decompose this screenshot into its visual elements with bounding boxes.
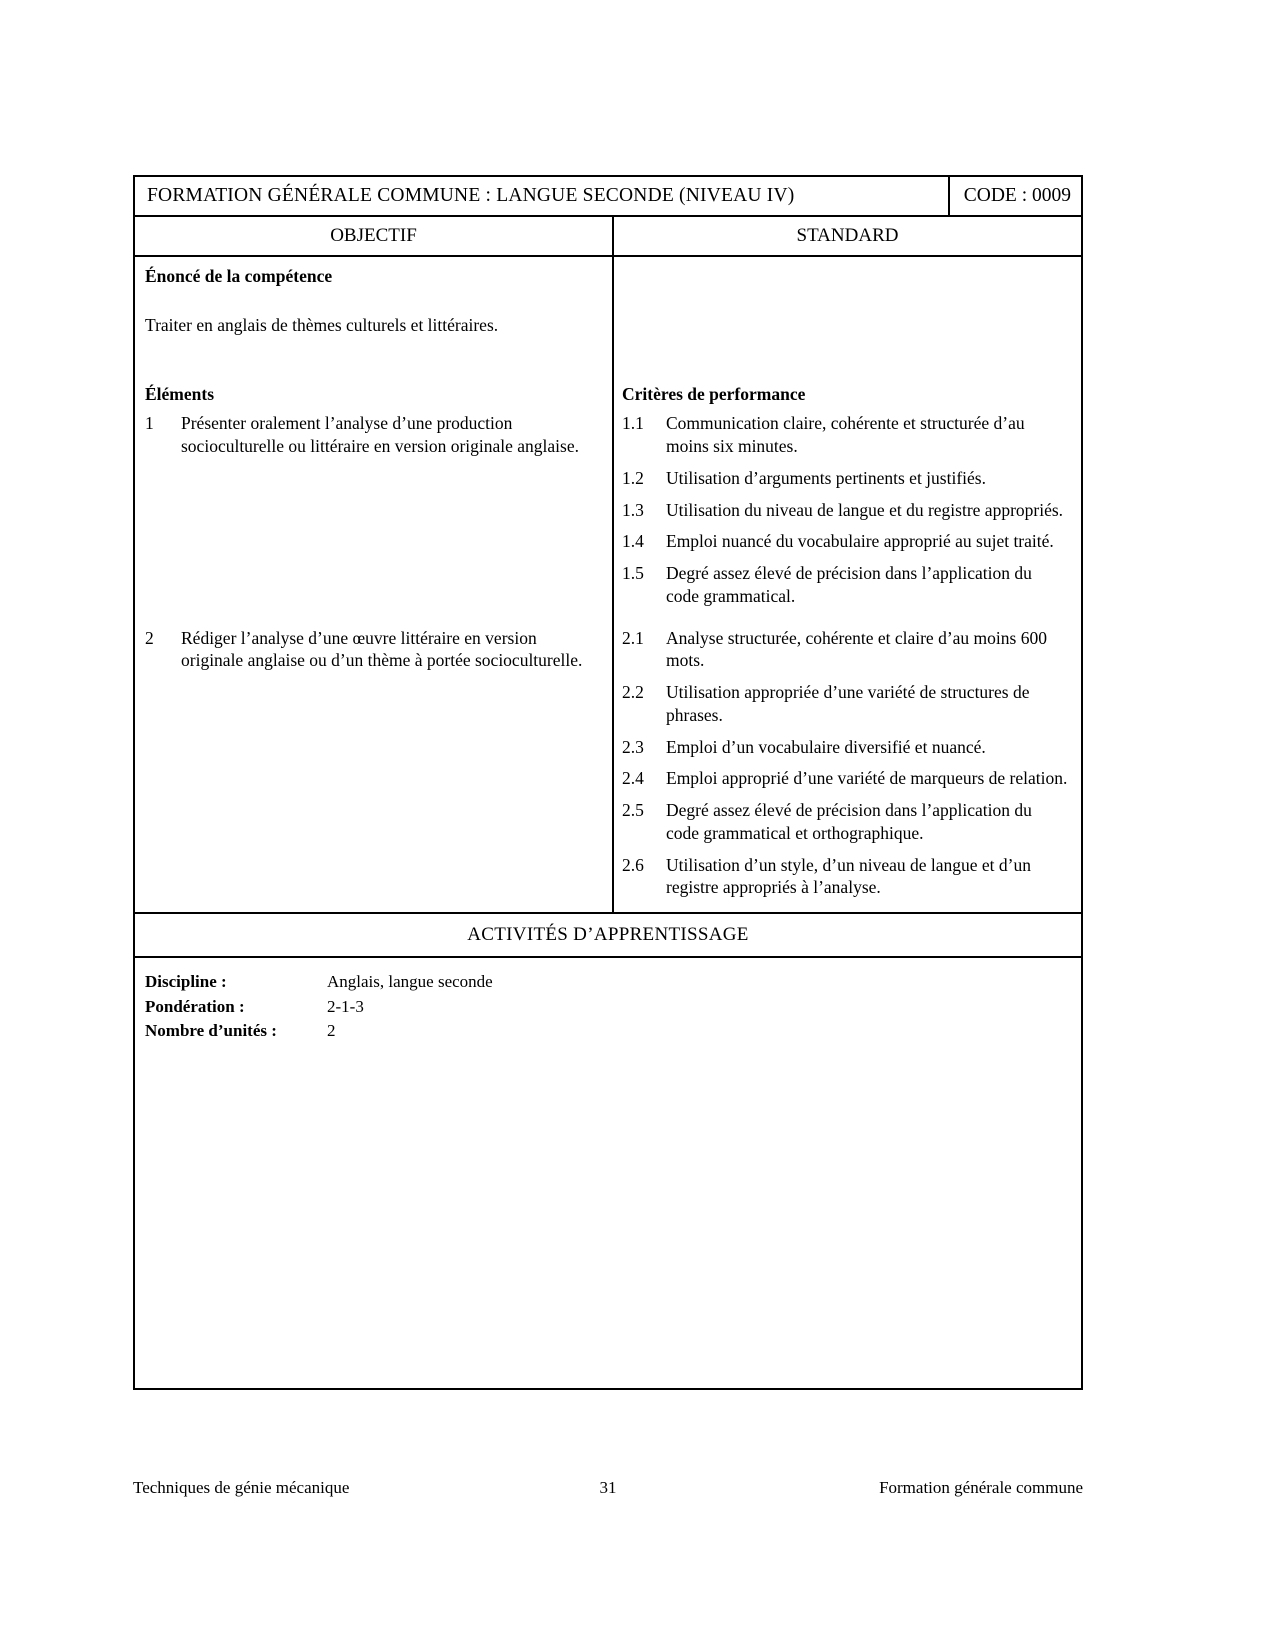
criterion-number: 1.4 xyxy=(622,531,644,552)
criterion-number: 2.2 xyxy=(622,682,644,702)
criterion-text: Emploi d’un vocabulaire diversifié et nuancé. xyxy=(666,736,986,757)
criterion-number: 2.4 xyxy=(622,768,644,789)
table-body xyxy=(135,257,1081,912)
ponderation-value: 2-1-3 xyxy=(327,996,364,1016)
element-number: 1 xyxy=(145,413,154,434)
criterion-item xyxy=(622,412,1069,458)
enonce-heading: Énoncé de la compétence xyxy=(145,266,333,286)
footer-program: Techniques de génie mécanique xyxy=(133,1478,350,1497)
elements-cell-2 xyxy=(135,621,614,913)
column-header-standard: STANDARD xyxy=(796,225,899,246)
element-number: 2 xyxy=(145,627,154,648)
details-section xyxy=(135,958,1081,1388)
unites-value: 2 xyxy=(327,1021,336,1041)
elements-cell-1 xyxy=(135,377,614,621)
column-header-objectif: OBJECTIF xyxy=(135,217,614,255)
criterion-text: Emploi approprié d’une variété de marqueurs de relation. xyxy=(666,768,1068,789)
column-header-row xyxy=(135,217,1081,257)
element-item xyxy=(145,627,598,673)
competency-table xyxy=(133,175,1083,1390)
elements-heading: Éléments xyxy=(145,383,215,404)
discipline-label: Discipline : xyxy=(145,972,227,991)
criterion-item xyxy=(622,681,1069,727)
criterion-number: 2.3 xyxy=(622,736,644,757)
criterion-number: 2.5 xyxy=(622,800,644,820)
criterion-item xyxy=(622,499,1069,522)
activities-heading: ACTIVITÉS D’APPRENTISSAGE xyxy=(135,912,1081,958)
criterion-text: Utilisation d’un style, d’un niveau de langue et d’un registre appropriés à l’analyse. xyxy=(666,854,1031,898)
criterion-item xyxy=(622,799,1069,845)
criterion-item xyxy=(622,854,1069,900)
criterion-number: 1.3 xyxy=(622,499,644,520)
criteria-cell-1 xyxy=(614,377,1081,621)
ponderation-label: Pondération : xyxy=(145,996,245,1016)
criterion-text: Emploi nuancé du vocabulaire approprié au sujet traité. xyxy=(666,531,1054,552)
criterion-number: 1.2 xyxy=(622,467,644,488)
discipline-field xyxy=(145,970,1069,995)
document-code: CODE : 0009 xyxy=(948,177,1081,215)
unites-field xyxy=(145,1019,1069,1044)
criterion-text: Degré assez élevé de précision dans l’application du code grammatical et orthographique. xyxy=(666,800,1032,843)
ponderation-field xyxy=(145,995,1069,1020)
criterion-number: 2.1 xyxy=(622,627,644,648)
discipline-value: Anglais, langue seconde xyxy=(327,972,493,991)
criterion-number: 1.5 xyxy=(622,563,644,583)
enonce-text: Traiter en anglais de thèmes culturels et littéraires. xyxy=(145,314,499,335)
criterion-text: Utilisation d’arguments pertinents et justifiés. xyxy=(666,467,986,488)
criterion-item xyxy=(622,562,1069,608)
footer-section: Formation générale commune xyxy=(879,1478,1083,1497)
standard-empty-cell xyxy=(614,257,1081,377)
criterion-text: Degré assez élevé de précision dans l’application du code grammatical. xyxy=(666,563,1032,606)
criterion-text: Communication claire, cohérente et structurée d’au moins six minutes. xyxy=(666,413,1025,456)
criterion-item xyxy=(622,736,1069,759)
criterion-item xyxy=(622,467,1069,490)
criterion-number: 1.1 xyxy=(622,413,644,434)
element-text: Présenter oralement l’analyse d’une production socioculturelle ou littéraire en version originale anglaise. xyxy=(181,413,579,456)
criterion-item xyxy=(622,627,1069,673)
element-item xyxy=(145,412,598,458)
criterion-number: 2.6 xyxy=(622,854,644,875)
element-text: Rédiger l’analyse d’une œuvre littéraire en version originale anglaise ou d’un thème à portée socioculturelle. xyxy=(181,627,583,671)
table-title-row xyxy=(135,177,1081,217)
document-title: FORMATION GÉNÉRALE COMMUNE : LANGUE SECONDE (NIVEAU IV) xyxy=(147,185,795,206)
criterion-text: Utilisation appropriée d’une variété de structures de phrases. xyxy=(666,682,1030,725)
criterion-item xyxy=(622,767,1069,790)
enonce-cell xyxy=(135,257,614,377)
criteria-cell-2 xyxy=(614,621,1081,913)
criterion-text: Analyse structurée, cohérente et claire d’au moins 600 mots. xyxy=(666,627,1047,671)
unites-label: Nombre d’unités : xyxy=(145,1021,277,1041)
page-footer xyxy=(133,1478,1083,1498)
page-number: 31 xyxy=(599,1478,617,1497)
criteres-heading: Critères de performance xyxy=(622,383,806,404)
criterion-item xyxy=(622,530,1069,553)
criterion-text: Utilisation du niveau de langue et du registre appropriés. xyxy=(666,499,1064,520)
